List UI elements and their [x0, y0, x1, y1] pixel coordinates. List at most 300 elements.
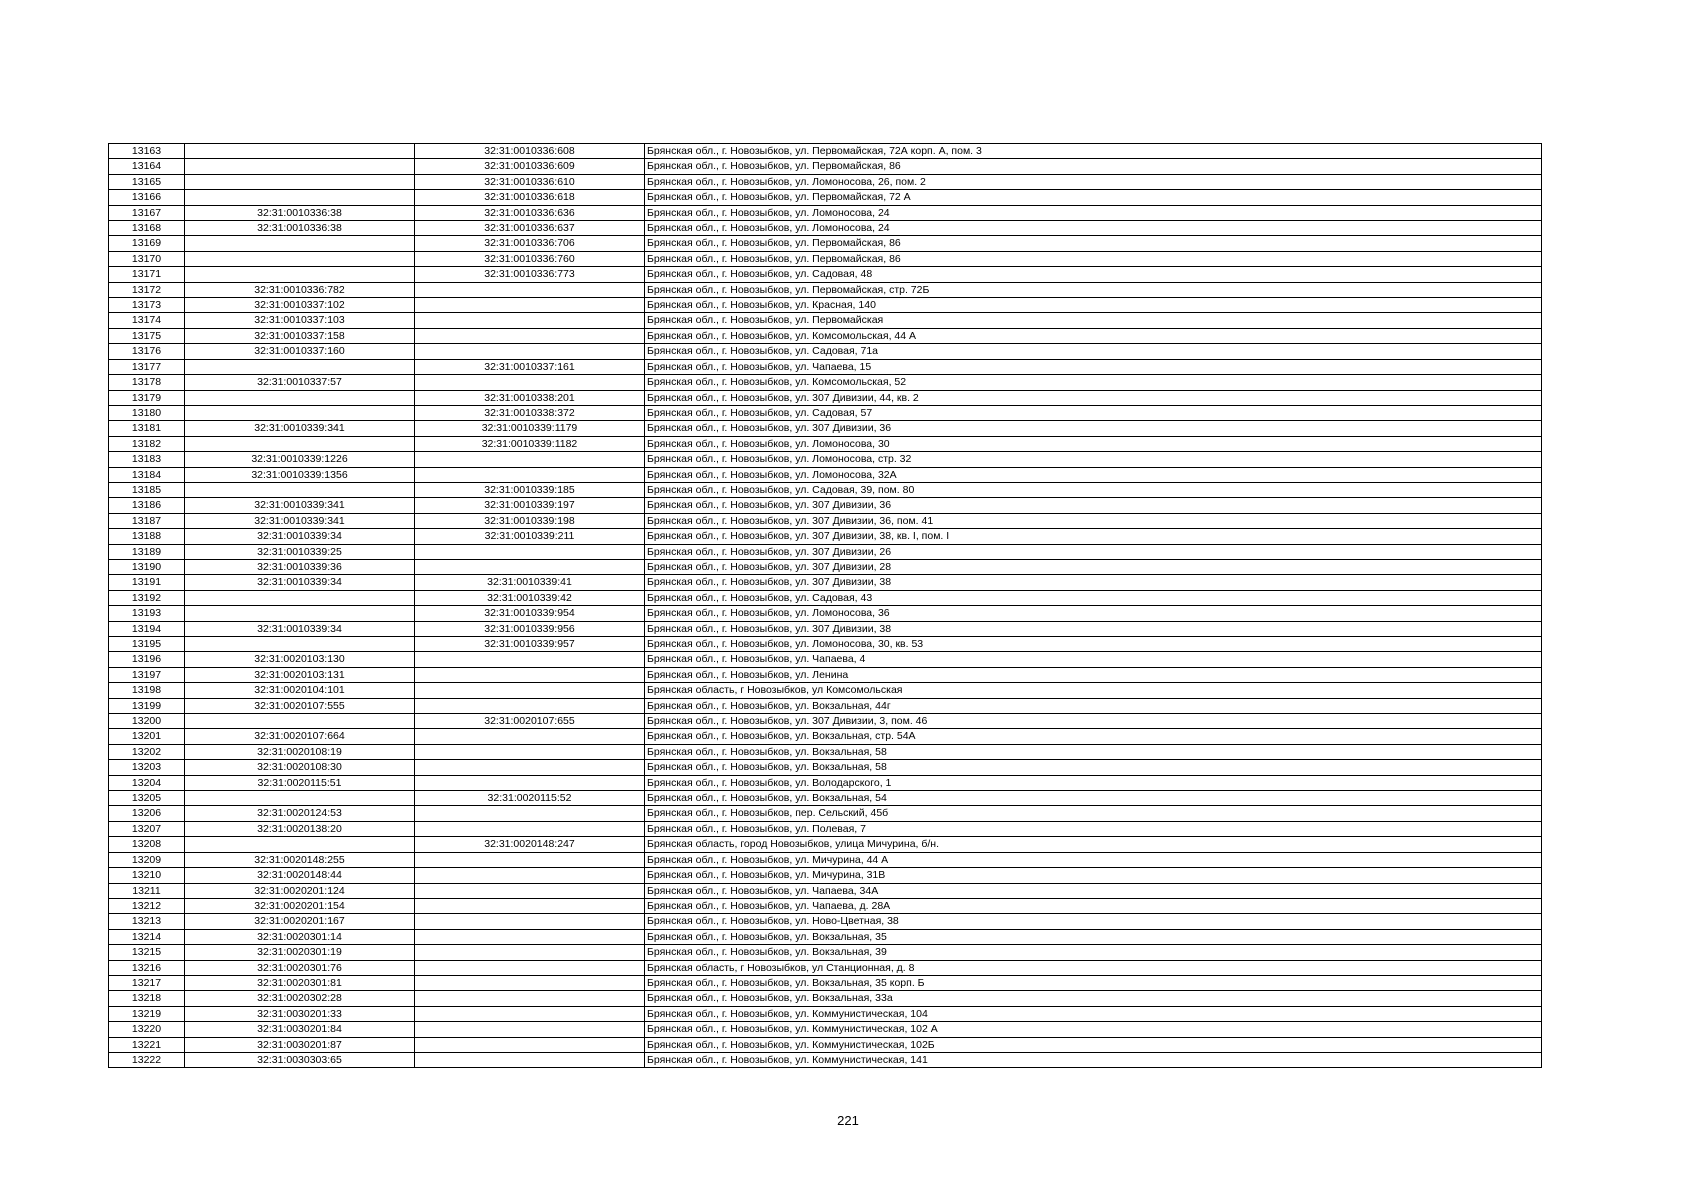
address-cell: Брянская обл., г. Новозыбков, ул. Чапаева, д. 28А — [645, 898, 1542, 913]
table-row — [109, 436, 1542, 451]
land-cadastral-number-cell: 32:31:0010337:158 — [185, 328, 415, 343]
row-number-cell: 13172 — [109, 282, 185, 297]
table-row — [109, 744, 1542, 759]
land-cadastral-number-cell: 32:31:0020115:51 — [185, 775, 415, 790]
address-cell: Брянская обл., г. Новозыбков, ул. Ломоносова, стр. 32 — [645, 452, 1542, 467]
row-number-cell: 13186 — [109, 498, 185, 513]
page-number: 221 — [837, 1113, 859, 1128]
address-cell: Брянская обл., г. Новозыбков, ул. Чапаева, 15 — [645, 359, 1542, 374]
land-cadastral-number-cell: 32:31:0020201:124 — [185, 883, 415, 898]
address-cell: Брянская обл., г. Новозыбков, ул. Вокзальная, 54 — [645, 791, 1542, 806]
table-row — [109, 190, 1542, 205]
object-cadastral-number-cell — [415, 975, 645, 990]
table-row — [109, 590, 1542, 605]
table-row — [109, 914, 1542, 929]
object-cadastral-number-cell: 32:31:0010339:198 — [415, 513, 645, 528]
address-cell: Брянская обл., г. Новозыбков, ул. Садовая, 43 — [645, 590, 1542, 605]
address-cell: Брянская обл., г. Новозыбков, ул. 307 Дивизии, 36, пом. 41 — [645, 513, 1542, 528]
object-cadastral-number-cell: 32:31:0020107:655 — [415, 714, 645, 729]
row-number-cell: 13209 — [109, 852, 185, 867]
table-row — [109, 791, 1542, 806]
address-cell: Брянская обл., г. Новозыбков, ул. Первомайская, 86 — [645, 236, 1542, 251]
table-row — [109, 452, 1542, 467]
property-register-table — [108, 143, 1542, 1068]
land-cadastral-number-cell: 32:31:0020124:53 — [185, 806, 415, 821]
object-cadastral-number-cell — [415, 667, 645, 682]
row-number-cell: 13190 — [109, 559, 185, 574]
object-cadastral-number-cell: 32:31:0010336:609 — [415, 159, 645, 174]
row-number-cell: 13202 — [109, 744, 185, 759]
land-cadastral-number-cell: 32:31:0010336:38 — [185, 221, 415, 236]
address-cell: Брянская обл., г. Новозыбков, пер. Сельский, 45б — [645, 806, 1542, 821]
row-number-cell: 13165 — [109, 174, 185, 189]
table-row — [109, 205, 1542, 220]
land-cadastral-number-cell: 32:31:0010337:57 — [185, 375, 415, 390]
land-cadastral-number-cell: 32:31:0020301:76 — [185, 960, 415, 975]
land-cadastral-number-cell — [185, 714, 415, 729]
object-cadastral-number-cell: 32:31:0010339:957 — [415, 637, 645, 652]
table-row — [109, 513, 1542, 528]
object-cadastral-number-cell — [415, 929, 645, 944]
address-cell: Брянская обл., г. Новозыбков, ул. Ломоносова, 30, кв. 53 — [645, 637, 1542, 652]
row-number-cell: 13187 — [109, 513, 185, 528]
object-cadastral-number-cell — [415, 559, 645, 574]
object-cadastral-number-cell: 32:31:0010339:211 — [415, 529, 645, 544]
row-number-cell: 13164 — [109, 159, 185, 174]
row-number-cell: 13204 — [109, 775, 185, 790]
land-cadastral-number-cell: 32:31:0010339:34 — [185, 529, 415, 544]
land-cadastral-number-cell — [185, 405, 415, 420]
table-row — [109, 467, 1542, 482]
object-cadastral-number-cell — [415, 698, 645, 713]
land-cadastral-number-cell: 32:31:0020148:255 — [185, 852, 415, 867]
land-cadastral-number-cell: 32:31:0010339:25 — [185, 544, 415, 559]
row-number-cell: 13207 — [109, 821, 185, 836]
row-number-cell: 13168 — [109, 221, 185, 236]
object-cadastral-number-cell — [415, 652, 645, 667]
address-cell: Брянская обл., г. Новозыбков, ул. Чапаева, 4 — [645, 652, 1542, 667]
table-row — [109, 344, 1542, 359]
row-number-cell: 13196 — [109, 652, 185, 667]
table-row — [109, 806, 1542, 821]
address-cell: Брянская обл., г. Новозыбков, ул. 307 Дивизии, 36 — [645, 498, 1542, 513]
row-number-cell: 13203 — [109, 760, 185, 775]
table-row — [109, 621, 1542, 636]
land-cadastral-number-cell — [185, 359, 415, 374]
table-row — [109, 267, 1542, 282]
object-cadastral-number-cell — [415, 328, 645, 343]
land-cadastral-number-cell — [185, 606, 415, 621]
object-cadastral-number-cell: 32:31:0010339:954 — [415, 606, 645, 621]
land-cadastral-number-cell: 32:31:0020201:154 — [185, 898, 415, 913]
table-row — [109, 390, 1542, 405]
table-row — [109, 837, 1542, 852]
land-cadastral-number-cell: 32:31:0010339:341 — [185, 498, 415, 513]
row-number-cell: 13206 — [109, 806, 185, 821]
table-row — [109, 729, 1542, 744]
table-row — [109, 221, 1542, 236]
row-number-cell: 13189 — [109, 544, 185, 559]
row-number-cell: 13170 — [109, 251, 185, 266]
table-row — [109, 1006, 1542, 1021]
object-cadastral-number-cell — [415, 883, 645, 898]
row-number-cell: 13191 — [109, 575, 185, 590]
address-cell: Брянская обл., г. Новозыбков, ул. Ленина — [645, 667, 1542, 682]
table-row — [109, 328, 1542, 343]
land-cadastral-number-cell: 32:31:0030201:87 — [185, 1037, 415, 1052]
object-cadastral-number-cell: 32:31:0010336:706 — [415, 236, 645, 251]
land-cadastral-number-cell: 32:31:0010337:160 — [185, 344, 415, 359]
object-cadastral-number-cell — [415, 852, 645, 867]
table-row — [109, 1052, 1542, 1067]
address-cell: Брянская обл., г. Новозыбков, ул. 307 Дивизии, 38 — [645, 575, 1542, 590]
land-cadastral-number-cell: 32:31:0030201:33 — [185, 1006, 415, 1021]
address-cell: Брянская область, г Новозыбков, ул Комсомольская — [645, 683, 1542, 698]
object-cadastral-number-cell — [415, 729, 645, 744]
table-row — [109, 375, 1542, 390]
address-cell: Брянская обл., г. Новозыбков, ул. Мичурина, 31В — [645, 868, 1542, 883]
address-cell: Брянская обл., г. Новозыбков, ул. 307 Дивизии, 38 — [645, 621, 1542, 636]
register-table-body — [109, 144, 1542, 1068]
object-cadastral-number-cell: 32:31:0010336:773 — [415, 267, 645, 282]
row-number-cell: 13166 — [109, 190, 185, 205]
object-cadastral-number-cell: 32:31:0010337:161 — [415, 359, 645, 374]
land-cadastral-number-cell: 32:31:0010337:102 — [185, 298, 415, 313]
land-cadastral-number-cell: 32:31:0020301:19 — [185, 945, 415, 960]
table-row — [109, 282, 1542, 297]
row-number-cell: 13200 — [109, 714, 185, 729]
table-row — [109, 313, 1542, 328]
address-cell: Брянская обл., г. Новозыбков, ул. Вокзальная, 35 корп. Б — [645, 975, 1542, 990]
row-number-cell: 13211 — [109, 883, 185, 898]
land-cadastral-number-cell: 32:31:0020108:19 — [185, 744, 415, 759]
land-cadastral-number-cell: 32:31:0020138:20 — [185, 821, 415, 836]
row-number-cell: 13193 — [109, 606, 185, 621]
address-cell: Брянская обл., г. Новозыбков, ул. Вокзальная, 58 — [645, 744, 1542, 759]
address-cell: Брянская обл., г. Новозыбков, ул. Володарского, 1 — [645, 775, 1542, 790]
object-cadastral-number-cell: 32:31:0010336:618 — [415, 190, 645, 205]
object-cadastral-number-cell — [415, 775, 645, 790]
row-number-cell: 13221 — [109, 1037, 185, 1052]
address-cell: Брянская обл., г. Новозыбков, ул. Садовая, 71а — [645, 344, 1542, 359]
table-row — [109, 975, 1542, 990]
table-row — [109, 405, 1542, 420]
object-cadastral-number-cell: 32:31:0010339:1182 — [415, 436, 645, 451]
land-cadastral-number-cell: 32:31:0020201:167 — [185, 914, 415, 929]
object-cadastral-number-cell — [415, 452, 645, 467]
row-number-cell: 13173 — [109, 298, 185, 313]
land-cadastral-number-cell — [185, 251, 415, 266]
table-row — [109, 945, 1542, 960]
object-cadastral-number-cell: 32:31:0010338:372 — [415, 405, 645, 420]
land-cadastral-number-cell: 32:31:0030303:65 — [185, 1052, 415, 1067]
object-cadastral-number-cell — [415, 467, 645, 482]
address-cell: Брянская обл., г. Новозыбков, ул. Полевая, 7 — [645, 821, 1542, 836]
object-cadastral-number-cell — [415, 1006, 645, 1021]
row-number-cell: 13180 — [109, 405, 185, 420]
row-number-cell: 13198 — [109, 683, 185, 698]
row-number-cell: 13192 — [109, 590, 185, 605]
row-number-cell: 13216 — [109, 960, 185, 975]
address-cell: Брянская обл., г. Новозыбков, ул. Красная, 140 — [645, 298, 1542, 313]
address-cell: Брянская обл., г. Новозыбков, ул. Комсомольская, 44 А — [645, 328, 1542, 343]
row-number-cell: 13179 — [109, 390, 185, 405]
row-number-cell: 13217 — [109, 975, 185, 990]
object-cadastral-number-cell — [415, 914, 645, 929]
object-cadastral-number-cell — [415, 1052, 645, 1067]
land-cadastral-number-cell — [185, 174, 415, 189]
land-cadastral-number-cell: 32:31:0010339:1356 — [185, 467, 415, 482]
address-cell: Брянская обл., г. Новозыбков, ул. Ломоносова, 26, пом. 2 — [645, 174, 1542, 189]
address-cell: Брянская обл., г. Новозыбков, ул. Вокзальная, стр. 54А — [645, 729, 1542, 744]
object-cadastral-number-cell — [415, 821, 645, 836]
table-row — [109, 144, 1542, 159]
table-row — [109, 1037, 1542, 1052]
land-cadastral-number-cell: 32:31:0030201:84 — [185, 1022, 415, 1037]
row-number-cell: 13175 — [109, 328, 185, 343]
table-row — [109, 544, 1542, 559]
address-cell: Брянская обл., г. Новозыбков, ул. 307 Дивизии, 28 — [645, 559, 1542, 574]
row-number-cell: 13219 — [109, 1006, 185, 1021]
address-cell: Брянская обл., г. Новозыбков, ул. Первомайская, 86 — [645, 251, 1542, 266]
address-cell: Брянская обл., г. Новозыбков, ул. Мичурина, 44 А — [645, 852, 1542, 867]
row-number-cell: 13215 — [109, 945, 185, 960]
land-cadastral-number-cell — [185, 436, 415, 451]
object-cadastral-number-cell: 32:31:0010336:760 — [415, 251, 645, 266]
table-row — [109, 991, 1542, 1006]
row-number-cell: 13181 — [109, 421, 185, 436]
row-number-cell: 13195 — [109, 637, 185, 652]
object-cadastral-number-cell: 32:31:0010336:637 — [415, 221, 645, 236]
row-number-cell: 13188 — [109, 529, 185, 544]
address-cell: Брянская обл., г. Новозыбков, ул. Коммунистическая, 104 — [645, 1006, 1542, 1021]
table-row — [109, 174, 1542, 189]
land-cadastral-number-cell — [185, 837, 415, 852]
row-number-cell: 13197 — [109, 667, 185, 682]
table-row — [109, 698, 1542, 713]
table-row — [109, 1022, 1542, 1037]
object-cadastral-number-cell — [415, 683, 645, 698]
table-row — [109, 868, 1542, 883]
table-row — [109, 298, 1542, 313]
row-number-cell: 13177 — [109, 359, 185, 374]
object-cadastral-number-cell — [415, 991, 645, 1006]
land-cadastral-number-cell — [185, 190, 415, 205]
row-number-cell: 13171 — [109, 267, 185, 282]
table-row — [109, 482, 1542, 497]
object-cadastral-number-cell: 32:31:0010336:608 — [415, 144, 645, 159]
table-row — [109, 883, 1542, 898]
object-cadastral-number-cell — [415, 868, 645, 883]
row-number-cell: 13213 — [109, 914, 185, 929]
table-row — [109, 714, 1542, 729]
object-cadastral-number-cell — [415, 375, 645, 390]
table-row — [109, 667, 1542, 682]
table-row — [109, 821, 1542, 836]
row-number-cell: 13208 — [109, 837, 185, 852]
address-cell: Брянская обл., г. Новозыбков, ул. Вокзальная, 39 — [645, 945, 1542, 960]
object-cadastral-number-cell — [415, 298, 645, 313]
address-cell: Брянская обл., г. Новозыбков, ул. Садовая, 48 — [645, 267, 1542, 282]
land-cadastral-number-cell: 32:31:0020301:81 — [185, 975, 415, 990]
land-cadastral-number-cell: 32:31:0020107:555 — [185, 698, 415, 713]
row-number-cell: 13222 — [109, 1052, 185, 1067]
address-cell: Брянская обл., г. Новозыбков, ул. Ломоносова, 32А — [645, 467, 1542, 482]
address-cell: Брянская обл., г. Новозыбков, ул. Первомайская, стр. 72Б — [645, 282, 1542, 297]
row-number-cell: 13176 — [109, 344, 185, 359]
land-cadastral-number-cell — [185, 637, 415, 652]
object-cadastral-number-cell — [415, 760, 645, 775]
object-cadastral-number-cell — [415, 806, 645, 821]
land-cadastral-number-cell — [185, 267, 415, 282]
table-row — [109, 960, 1542, 975]
row-number-cell: 13163 — [109, 144, 185, 159]
table-row — [109, 559, 1542, 574]
table-row — [109, 898, 1542, 913]
object-cadastral-number-cell: 32:31:0010338:201 — [415, 390, 645, 405]
address-cell: Брянская обл., г. Новозыбков, ул. Комсомольская, 52 — [645, 375, 1542, 390]
address-cell: Брянская обл., г. Новозыбков, ул. 307 Дивизии, 38, кв. I, пом. I — [645, 529, 1542, 544]
land-cadastral-number-cell: 32:31:0010339:34 — [185, 621, 415, 636]
row-number-cell: 13199 — [109, 698, 185, 713]
address-cell: Брянская обл., г. Новозыбков, ул. Первомайская — [645, 313, 1542, 328]
table-row — [109, 529, 1542, 544]
address-cell: Брянская обл., г. Новозыбков, ул. Чапаева, 34А — [645, 883, 1542, 898]
address-cell: Брянская обл., г. Новозыбков, ул. 307 Дивизии, 44, кв. 2 — [645, 390, 1542, 405]
object-cadastral-number-cell: 32:31:0010336:610 — [415, 174, 645, 189]
address-cell: Брянская обл., г. Новозыбков, ул. Ломоносова, 24 — [645, 205, 1542, 220]
table-row — [109, 498, 1542, 513]
address-cell: Брянская обл., г. Новозыбков, ул. Первомайская, 72А корп. А, пом. 3 — [645, 144, 1542, 159]
row-number-cell: 13184 — [109, 467, 185, 482]
object-cadastral-number-cell: 32:31:0020148:247 — [415, 837, 645, 852]
address-cell: Брянская область, г Новозыбков, ул Станционная, д. 8 — [645, 960, 1542, 975]
table-row — [109, 575, 1542, 590]
object-cadastral-number-cell: 32:31:0010339:42 — [415, 590, 645, 605]
row-number-cell: 13169 — [109, 236, 185, 251]
table-row — [109, 760, 1542, 775]
row-number-cell: 13201 — [109, 729, 185, 744]
row-number-cell: 13182 — [109, 436, 185, 451]
address-cell: Брянская обл., г. Новозыбков, ул. 307 Дивизии, 3, пом. 46 — [645, 714, 1542, 729]
object-cadastral-number-cell — [415, 344, 645, 359]
row-number-cell: 13178 — [109, 375, 185, 390]
land-cadastral-number-cell — [185, 482, 415, 497]
object-cadastral-number-cell — [415, 313, 645, 328]
land-cadastral-number-cell: 32:31:0020107:664 — [185, 729, 415, 744]
land-cadastral-number-cell: 32:31:0010336:782 — [185, 282, 415, 297]
row-number-cell: 13167 — [109, 205, 185, 220]
row-number-cell: 13212 — [109, 898, 185, 913]
address-cell: Брянская обл., г. Новозыбков, ул. Вокзальная, 33а — [645, 991, 1542, 1006]
land-cadastral-number-cell — [185, 144, 415, 159]
land-cadastral-number-cell — [185, 590, 415, 605]
land-cadastral-number-cell: 32:31:0020108:30 — [185, 760, 415, 775]
address-cell: Брянская обл., г. Новозыбков, ул. Первомайская, 86 — [645, 159, 1542, 174]
address-cell: Брянская обл., г. Новозыбков, ул. Вокзальная, 44г — [645, 698, 1542, 713]
address-cell: Брянская обл., г. Новозыбков, ул. Первомайская, 72 А — [645, 190, 1542, 205]
land-cadastral-number-cell: 32:31:0010339:1226 — [185, 452, 415, 467]
object-cadastral-number-cell — [415, 282, 645, 297]
object-cadastral-number-cell — [415, 544, 645, 559]
address-cell: Брянская обл., г. Новозыбков, ул. Коммунистическая, 102 А — [645, 1022, 1542, 1037]
land-cadastral-number-cell — [185, 390, 415, 405]
table-row — [109, 421, 1542, 436]
land-cadastral-number-cell: 32:31:0010339:36 — [185, 559, 415, 574]
land-cadastral-number-cell: 32:31:0020301:14 — [185, 929, 415, 944]
address-cell: Брянская обл., г. Новозыбков, ул. Ломоносова, 24 — [645, 221, 1542, 236]
address-cell: Брянская обл., г. Новозыбков, ул. 307 Дивизии, 26 — [645, 544, 1542, 559]
object-cadastral-number-cell: 32:31:0010339:185 — [415, 482, 645, 497]
address-cell: Брянская обл., г. Новозыбков, ул. Ломоносова, 30 — [645, 436, 1542, 451]
address-cell: Брянская обл., г. Новозыбков, ул. Ломоносова, 36 — [645, 606, 1542, 621]
address-cell: Брянская область, город Новозыбков, улица Мичурина, б/н. — [645, 837, 1542, 852]
land-cadastral-number-cell: 32:31:0020103:131 — [185, 667, 415, 682]
row-number-cell: 13210 — [109, 868, 185, 883]
table-row — [109, 775, 1542, 790]
table-row — [109, 236, 1542, 251]
address-cell: Брянская обл., г. Новозыбков, ул. Коммунистическая, 141 — [645, 1052, 1542, 1067]
land-cadastral-number-cell — [185, 159, 415, 174]
land-cadastral-number-cell: 32:31:0020148:44 — [185, 868, 415, 883]
table-row — [109, 652, 1542, 667]
table-row — [109, 852, 1542, 867]
row-number-cell: 13183 — [109, 452, 185, 467]
row-number-cell: 13194 — [109, 621, 185, 636]
land-cadastral-number-cell: 32:31:0020104:101 — [185, 683, 415, 698]
land-cadastral-number-cell: 32:31:0010339:341 — [185, 421, 415, 436]
table-row — [109, 159, 1542, 174]
land-cadastral-number-cell: 32:31:0020302:28 — [185, 991, 415, 1006]
land-cadastral-number-cell: 32:31:0010336:38 — [185, 205, 415, 220]
row-number-cell: 13174 — [109, 313, 185, 328]
object-cadastral-number-cell — [415, 898, 645, 913]
object-cadastral-number-cell — [415, 1037, 645, 1052]
object-cadastral-number-cell — [415, 960, 645, 975]
object-cadastral-number-cell: 32:31:0010336:636 — [415, 205, 645, 220]
table-row — [109, 929, 1542, 944]
address-cell: Брянская обл., г. Новозыбков, ул. Вокзальная, 58 — [645, 760, 1542, 775]
land-cadastral-number-cell: 32:31:0010339:341 — [185, 513, 415, 528]
row-number-cell: 13205 — [109, 791, 185, 806]
land-cadastral-number-cell — [185, 791, 415, 806]
object-cadastral-number-cell: 32:31:0010339:956 — [415, 621, 645, 636]
land-cadastral-number-cell: 32:31:0010337:103 — [185, 313, 415, 328]
object-cadastral-number-cell — [415, 1022, 645, 1037]
object-cadastral-number-cell: 32:31:0010339:41 — [415, 575, 645, 590]
row-number-cell: 13220 — [109, 1022, 185, 1037]
table-row — [109, 683, 1542, 698]
land-cadastral-number-cell — [185, 236, 415, 251]
table-row — [109, 359, 1542, 374]
address-cell: Брянская обл., г. Новозыбков, ул. 307 Дивизии, 36 — [645, 421, 1542, 436]
object-cadastral-number-cell: 32:31:0020115:52 — [415, 791, 645, 806]
row-number-cell: 13214 — [109, 929, 185, 944]
object-cadastral-number-cell — [415, 744, 645, 759]
object-cadastral-number-cell: 32:31:0010339:1179 — [415, 421, 645, 436]
object-cadastral-number-cell: 32:31:0010339:197 — [415, 498, 645, 513]
address-cell: Брянская обл., г. Новозыбков, ул. Садовая, 39, пом. 80 — [645, 482, 1542, 497]
land-cadastral-number-cell: 32:31:0020103:130 — [185, 652, 415, 667]
table-row — [109, 606, 1542, 621]
row-number-cell: 13218 — [109, 991, 185, 1006]
address-cell: Брянская обл., г. Новозыбков, ул. Ново-Цветная, 38 — [645, 914, 1542, 929]
object-cadastral-number-cell — [415, 945, 645, 960]
table-row — [109, 251, 1542, 266]
address-cell: Брянская обл., г. Новозыбков, ул. Садовая, 57 — [645, 405, 1542, 420]
address-cell: Брянская обл., г. Новозыбков, ул. Коммунистическая, 102Б — [645, 1037, 1542, 1052]
table-row — [109, 637, 1542, 652]
